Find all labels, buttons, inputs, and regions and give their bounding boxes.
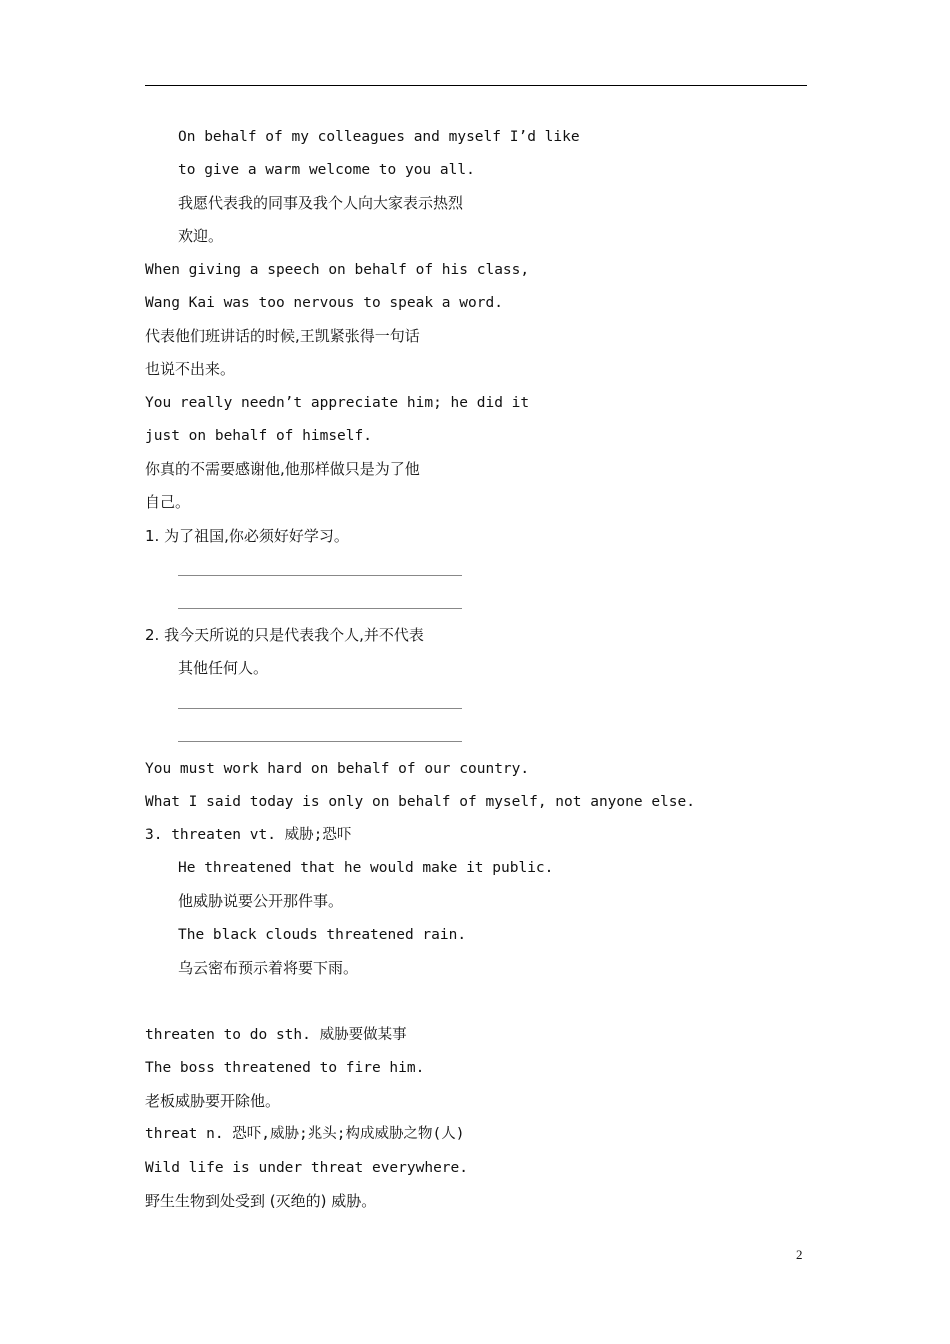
example-en-2a: When giving a speech on behalf of his class, — [145, 262, 530, 278]
example-zh-1a: 我愿代表我的同事及我个人向大家表示热烈 — [178, 194, 464, 212]
example-zh-4: 他威胁说要公开那件事。 — [178, 892, 344, 910]
example-en-7: Wild life is under threat everywhere. — [145, 1160, 469, 1176]
answer-blank-1b[interactable] — [178, 608, 462, 609]
example-en-1b: to give a warm welcome to you all. — [178, 162, 475, 178]
example-zh-5: 乌云密布预示着将要下雨。 — [178, 959, 359, 977]
example-en-3b: just on behalf of himself. — [145, 428, 372, 444]
example-zh-1b: 欢迎。 — [178, 227, 224, 245]
exercise-2a: 2. 我今天所说的只是代表我个人,并不代表 — [145, 626, 424, 644]
page-number: 2 — [796, 1247, 803, 1262]
exercise-2b: 其他任何人。 — [178, 659, 269, 677]
example-zh-2b: 也说不出来。 — [145, 360, 236, 378]
vocab-threat: threat n. 恐吓,威胁;兆头;构成威胁之物(人) — [145, 1126, 465, 1142]
example-en-3a: You really needn’t appreciate him; he did it — [145, 395, 530, 411]
answer-blank-2b[interactable] — [178, 741, 462, 742]
example-zh-2a: 代表他们班讲话的时候,王凯紧张得一句话 — [145, 327, 420, 345]
example-zh-3b: 自己。 — [145, 493, 191, 511]
answer-1: You must work hard on behalf of our country. — [145, 761, 530, 777]
example-zh-7: 野生生物到处受到 (灭绝的) 威胁。 — [145, 1192, 377, 1210]
example-zh-3a: 你真的不需要感谢他,他那样做只是为了他 — [145, 460, 420, 478]
answer-blank-1a[interactable] — [178, 575, 462, 576]
header-rule — [145, 85, 807, 86]
vocab-threaten: 3. threaten vt. 威胁;恐吓 — [145, 827, 352, 843]
exercise-1: 1. 为了祖国,你必须好好学习。 — [145, 527, 349, 545]
example-en-4: He threatened that he would make it public. — [178, 860, 554, 876]
example-zh-6: 老板威胁要开除他。 — [145, 1092, 281, 1110]
example-en-1a: On behalf of my colleagues and myself I’d like — [178, 129, 580, 145]
answer-blank-2a[interactable] — [178, 708, 462, 709]
example-en-2b: Wang Kai was too nervous to speak a word. — [145, 295, 503, 311]
example-en-5: The black clouds threatened rain. — [178, 927, 467, 943]
example-en-6: The boss threatened to fire him. — [145, 1060, 425, 1076]
answer-2: What I said today is only on behalf of myself, not anyone else. — [145, 794, 695, 810]
phrase-threaten-to-do: threaten to do sth. 威胁要做某事 — [145, 1027, 407, 1043]
